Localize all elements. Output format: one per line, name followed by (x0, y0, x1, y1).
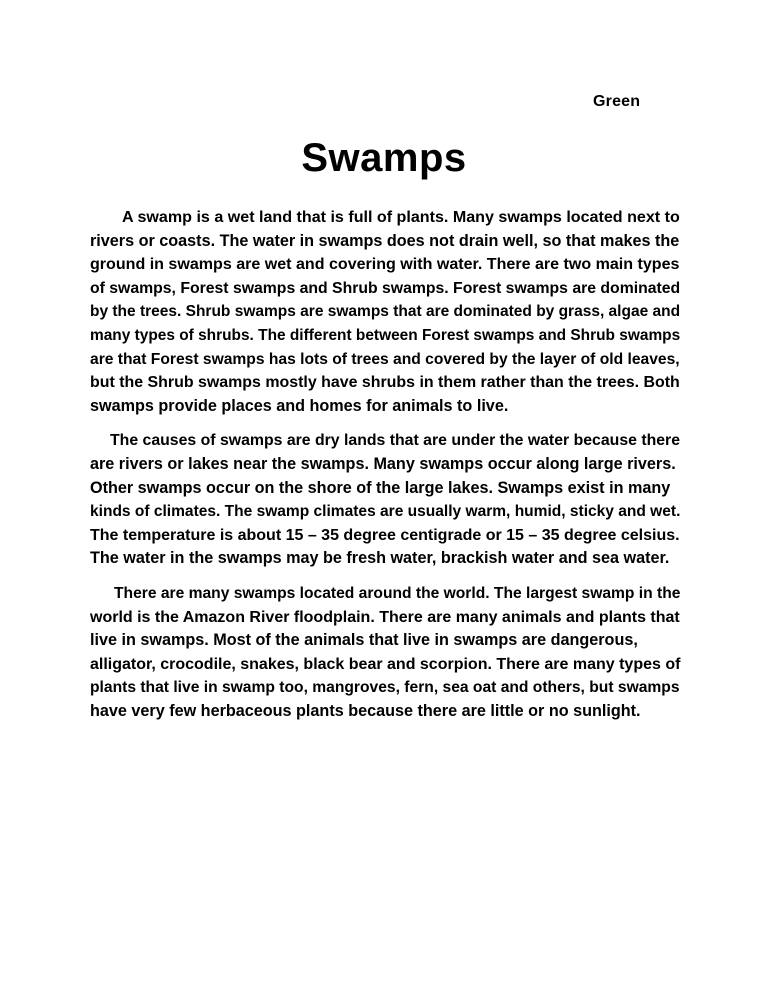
paragraph-line: kinds of climates. The swamp climates are usually warm, humid, sticky and wet. (90, 503, 681, 521)
paragraph-line: of swamps, Forest swamps and Shrub swamps. Forest swamps are dominated (90, 279, 681, 297)
paragraph-line: A swamp is a wet land that is full of plants. Many swamps located next to (122, 208, 680, 226)
document-title (0, 136, 768, 181)
paragraph-line: There are many swamps located around the world. The largest swamp in the (114, 584, 681, 602)
paragraph-line: Other swamps occur on the shore of the large lakes. Swamps exist in many (90, 478, 671, 497)
document-body (90, 206, 680, 734)
paragraph-line: live in swamps. Most of the animals that live in swamps are dangerous, (90, 631, 638, 650)
paragraph-line: ground in swamps are wet and covering with water. There are two main types (90, 255, 680, 274)
paragraph-line: world is the Amazon River floodplain. There are many animals and plants that (90, 608, 680, 626)
paragraph-line: but the Shrub swamps mostly have shrubs in them rather than the trees. Both (90, 374, 680, 392)
paragraph-line: The water in the swamps may be fresh water, brackish water and sea water. (90, 549, 670, 568)
paragraph-line: many types of shrubs. The different between Forest swamps and Shrub swamps (90, 326, 681, 344)
author-name: Green (593, 93, 641, 110)
paragraph-3 (90, 582, 680, 724)
paragraph-line: by the trees. Shrub swamps are swamps that are dominated by grass, algae and (90, 303, 681, 321)
paragraph-line: have very few herbaceous plants because there are little or no sunlight. (90, 701, 641, 720)
paragraph-line: swamps provide places and homes for animals to live. (90, 396, 509, 415)
paragraph-line: alligator, crocodile, snakes, black bear and scorpion. There are many types of (90, 655, 681, 673)
document-title-text: Swamps (301, 136, 467, 180)
paragraph-line: The causes of swamps are dry lands that are under the water because there (110, 432, 681, 450)
paragraph-1 (90, 206, 680, 418)
paragraph-line: The temperature is about 15 – 35 degree centigrade or 15 – 35 degree celsius. (90, 526, 680, 544)
paragraph-2 (90, 429, 680, 571)
paragraph-line: rivers or coasts. The water in swamps does not drain well, so that makes the (90, 231, 680, 250)
paragraph-line: plants that live in swamp too, mangroves, fern, sea oat and others, but swamps (90, 679, 680, 697)
paragraph-line: are rivers or lakes near the swamps. Many swamps occur along large rivers. (90, 454, 676, 473)
paragraph-line: are that Forest swamps has lots of trees and covered by the layer of old leaves, (90, 350, 680, 368)
